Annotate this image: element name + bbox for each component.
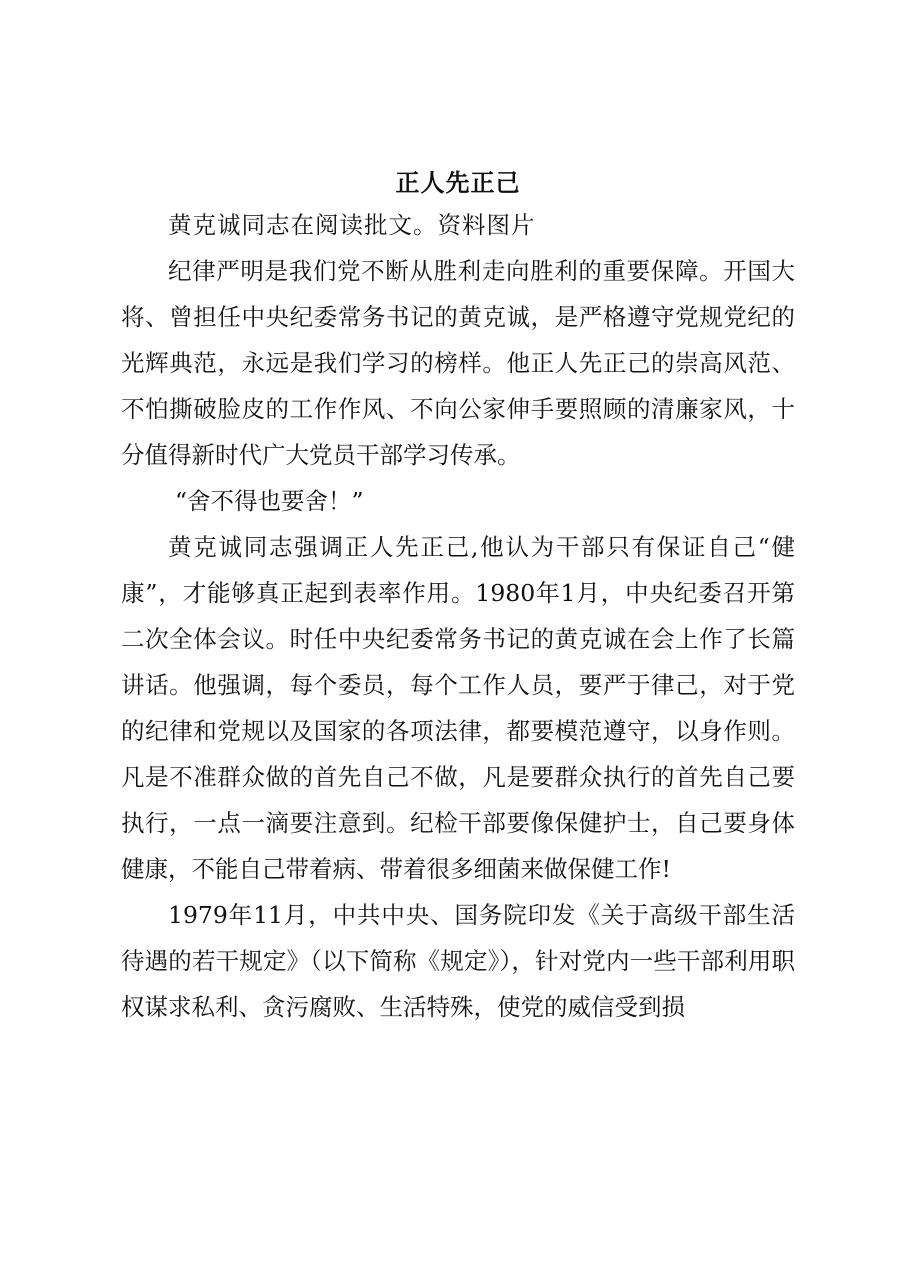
paragraph-1979: 1979年11月，中共中央、国务院印发《关于高级干部生活待遇的若干规定》（以下简称《规定》），针对党内一些干部利用职权谋求私利、贪污腐败、生活特殊，使党的威信受到损 bbox=[121, 901, 795, 1021]
paragraph-intro: 纪律严明是我们党不断从胜利走向胜利的重要保障。开国大将、曾担任中央纪委常务书记的黄克诚，是严格遵守党规党纪的光辉典范，永远是我们学习的榜样。他正人先正己的崇高风范、不怕撕破脸皮的工作作风、不向公家伸手要照顾的清廉家风，十分值得新时代广大党员干部学习传承。 bbox=[121, 257, 795, 469]
paragraph-body: 黄克诚同志强调正人先正己,他认为干部只有保证自己“健康”，才能够真正起到表率作用。1980年1月，中央纪委召开第二次全体会议。时任中央纪委常务书记的黄克诚在会上作了长篇讲话。他强调，每个委员，每个工作人员，要严于律己，对于党的纪律和党规以及国家的各项法律，都要模范遵守，以身作则。凡是不准群众做的首先自己不做，凡是要群众执行的首先自己要执行，一点一滴要注意到。纪检干部要像保健护士，自己要身体健康，不能自己带着病、带着很多细菌来做保健工作! bbox=[121, 533, 795, 883]
document-title: 正人先正己 bbox=[395, 168, 521, 197]
section-subheading: “舍不得也要舍！” bbox=[175, 487, 364, 515]
photo-caption: 黄克诚同志在阅读批文。资料图片 bbox=[168, 211, 536, 239]
document-body bbox=[121, 164, 795, 1030]
